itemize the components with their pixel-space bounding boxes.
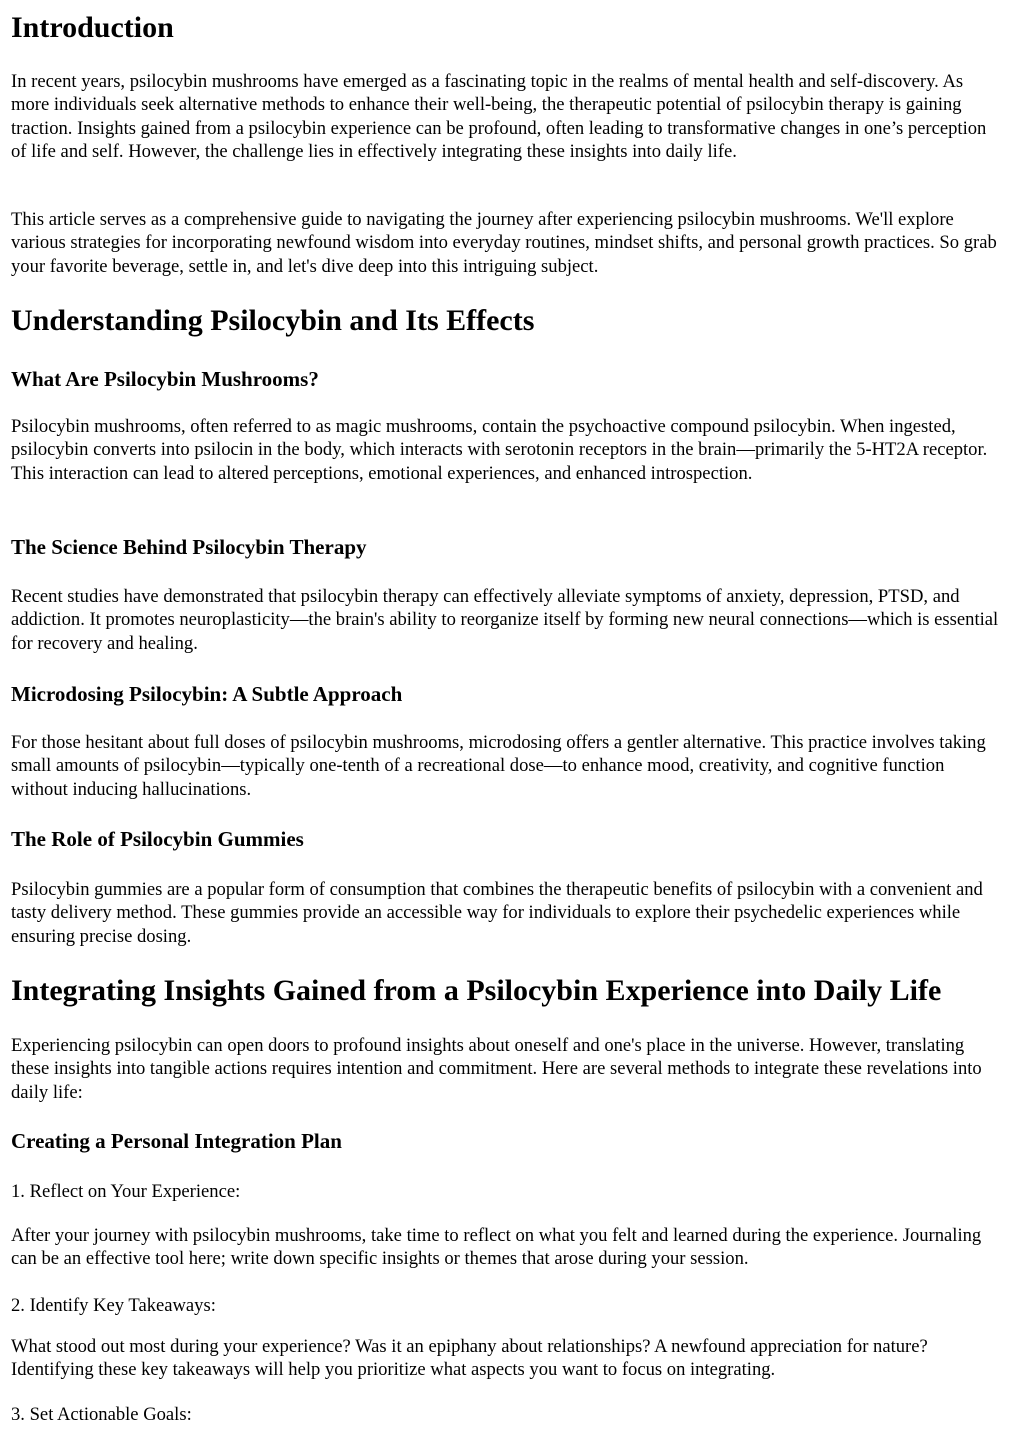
step-2-paragraph: What stood out most during your experience? Was it an epiphany about relationships? A newfound appreciation for nature? Identifying these key takeaways will help you prioritize what aspects you want to focus on integrating. <box>11 1336 928 1381</box>
science-paragraph: Recent studies have demonstrated that psilocybin therapy can effectively alleviate symptoms of anxiety, depression, PTSD, and addiction. It promotes neuroplasticity—the brain's ability to reorganize itself by forming new neural connections—which is essential for recovery and healing. <box>11 586 999 654</box>
intro-paragraph-2: This article serves as a comprehensive guide to navigating the journey after experiencing psilocybin mushrooms. We'll explore various strategies for incorporating newfound wisdom into everyday routines, mindset shifts, and personal growth practices. So grab your favorite beverage, settle in, and let's dive deep into this intriguing subject. <box>11 209 997 277</box>
understanding-heading: Understanding Psilocybin and Its Effects <box>11 304 535 337</box>
integrating-heading: Integrating Insights Gained from a Psilocybin Experience into Daily Life <box>11 974 942 1007</box>
microdosing-paragraph: For those hesitant about full doses of psilocybin mushrooms, microdosing offers a gentler alternative. This practice involves taking small amounts of psilocybin—typically one-tenth of a recreational dose—to enhance mood, creativity, and cognitive function without inducing hallucinations. <box>11 732 986 800</box>
what-are-paragraph: Psilocybin mushrooms, often referred to as magic mushrooms, contain the psychoactive compound psilocybin. When ingested, psilocybin converts into psilocin in the body, which interacts with serotonin receptors in the brain—primarily the 5-HT2A receptor. This interaction can lead to altered perceptions, emotional experiences, and enhanced introspection. <box>11 416 988 484</box>
step-1-paragraph: After your journey with psilocybin mushrooms, take time to reflect on what you felt and learned during the experience. Journaling can be an effective tool here; write down specific insights or themes that arose during your session. <box>11 1225 982 1270</box>
gummies-paragraph: Psilocybin gummies are a popular form of consumption that combines the therapeutic benefits of psilocybin with a convenient and tasty delivery method. These gummies provide an accessible way for individuals to explore their psychedelic experiences while ensuring precise dosing. <box>11 879 983 947</box>
gummies-heading: The Role of Psilocybin Gummies <box>11 827 304 851</box>
plan-heading: Creating a Personal Integration Plan <box>11 1129 342 1153</box>
step-1-label: 1. Reflect on Your Experience: <box>11 1181 241 1202</box>
step-2-label: 2. Identify Key Takeaways: <box>11 1295 216 1316</box>
what-are-heading: What Are Psilocybin Mushrooms? <box>11 367 319 391</box>
science-heading: The Science Behind Psilocybin Therapy <box>11 535 367 559</box>
step-3-label: 3. Set Actionable Goals: <box>11 1404 192 1425</box>
intro-heading: Introduction <box>11 11 174 44</box>
intro-paragraph-1: In recent years, psilocybin mushrooms have emerged as a fascinating topic in the realms of mental health and self-discovery. As more individuals seek alternative methods to enhance their well-being, the therapeutic potential of psilocybin therapy is gaining traction. Insights gained from a psilocybin experience can be profound, often leading to transformative changes in one’s perception of life and self. However, the challenge lies in effectively integrating these insights into daily life. <box>11 71 987 162</box>
microdosing-heading: Microdosing Psilocybin: A Subtle Approach <box>11 682 403 706</box>
integrating-paragraph: Experiencing psilocybin can open doors to profound insights about oneself and one's place in the universe. However, translating these insights into tangible actions requires intention and commitment. Here are several methods to integrate these revelations into daily life: <box>11 1035 982 1103</box>
